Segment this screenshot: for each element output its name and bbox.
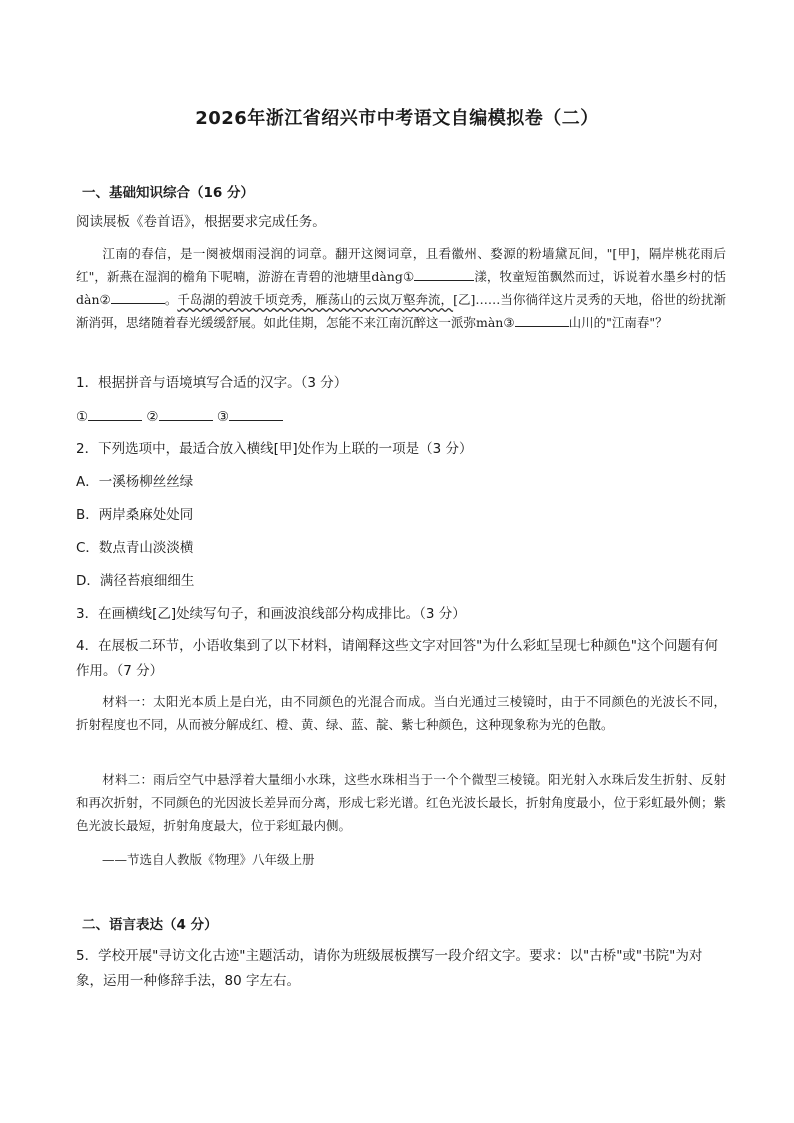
material-source: ——节选自人教版《物理》八年级上册 [102,852,315,867]
passage-part-1: 江南的春信，是一阕被烟雨浸润的词章。翻开这阕词章，且看徽州、婺源的粉墙黛瓦间，"[甲]，隔岸桃花雨后红"，新燕在湿润的檐角下呢喃，游游在青碧的池塘里dàng① [76,246,726,284]
question-3: 3．在画横线[乙]处续写句子，和画波浪线部分构成排比。（3 分） [76,606,466,622]
option-a[interactable]: A．一溪杨柳丝丝绿 [76,474,194,490]
option-b[interactable]: B．两岸桑麻处处同 [76,507,194,523]
wavy-underlined-sentence: 千岛湖的碧波千顷竞秀，雁荡山的云岚万壑奔流， [177,292,454,307]
question-1: 1．根据拼音与语境填写合适的汉字。（3 分） [76,375,348,391]
answer-blank-2[interactable] [159,407,213,421]
answer-label-2: ② [146,409,159,425]
blank-2[interactable] [111,290,165,304]
question-4: 4．在展板二环节，小语收集到了以下材料，请阐释这些文字对回答"为什么彩虹呈现七种颜色"这个问题有何作用。（7 分） [76,638,719,679]
question-1-answer-row [76,407,724,426]
question-2: 2．下列选项中，最适合放入横线[甲]处作为上联的一项是（3 分） [76,441,473,457]
answer-blank-3[interactable] [229,407,283,421]
question-5: 5．学校开展"寻访文化古迹"主题活动，请你为班级展板撰写一段介绍文字。要求：以"古桥"或"书院"为对象，运用一种修辞手法，80 字左右。 [76,948,703,989]
blank-3[interactable] [515,313,569,327]
material-1 [76,690,726,736]
option-c[interactable]: C．数点青山淡淡横 [76,540,194,556]
passage-part-3: 。 [164,292,178,307]
material-2-text: 材料二：雨后空气中悬浮着大量细小水珠，这些水珠相当于一个个微型三棱镜。阳光射入水珠后发生折射、反射和再次折射，不同颜色的光因波长差异而分离，形成七彩光谱。红色光波长最长，折射角度最小，位于彩虹最外侧；紫色光波长最短，折射角度最大，位于彩虹最内侧。 [76,772,727,833]
material-2 [76,768,726,837]
section2-heading: 二、语言表达（4 分） [82,917,218,933]
page-title: 2026年浙江省绍兴市中考语文自编模拟卷（二） [195,108,599,129]
reading-passage [76,242,726,334]
material-1-text: 材料一：太阳光本质上是白光，由不同颜色的光混合而成。当白光通过三棱镜时，由于不同颜色的光波长不同，折射程度也不同，从而被分解成红、橙、黄、绿、蓝、靛、紫七种颜色，这种现象称为光的色散。 [76,694,726,732]
section1-intro: 阅读展板《卷首语》，根据要求完成任务。 [76,214,326,230]
passage-part-2: 漾，牧童短笛飘然而过，诉说着水墨乡村的恬 dàn② [76,269,726,307]
passage-part-4: [乙]……当你徜徉这片灵秀的天地，俗世的纷扰渐渐消弭，思绪随着春光缓缓舒展。如此佳期，怎能不来江南沉醉这一派弥màn③ [76,292,726,330]
blank-1[interactable] [414,267,474,281]
option-d[interactable]: D．满径苔痕细细生 [76,573,195,589]
passage-part-5: 山川的"江南春"？ [568,315,668,330]
answer-label-1: ① [76,409,89,425]
answer-blank-1[interactable] [88,407,142,421]
answer-label-3: ③ [216,409,229,425]
section1-heading: 一、基础知识综合（16 分） [82,185,254,201]
